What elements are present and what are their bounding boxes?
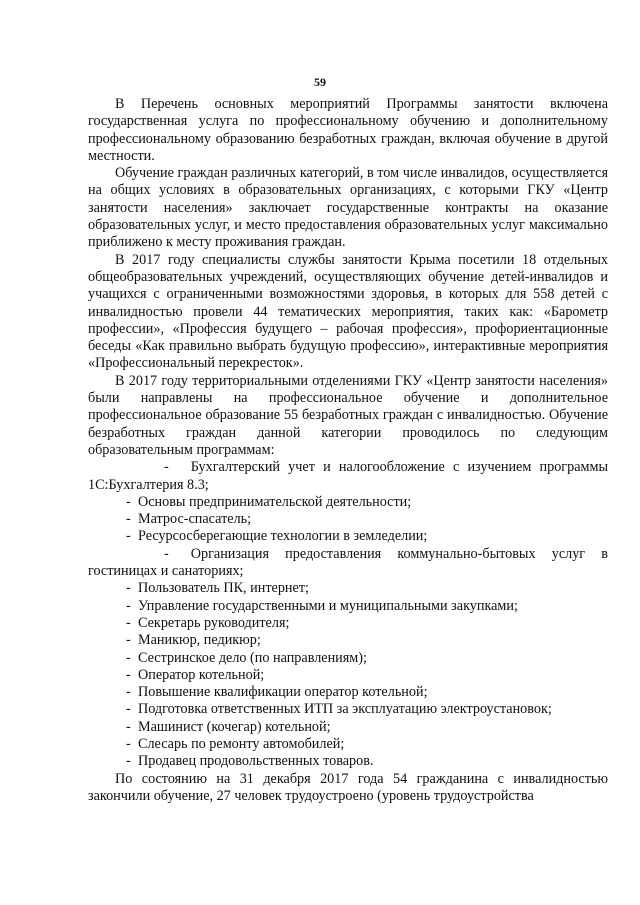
list-dash: -	[126, 684, 131, 701]
closing-paragraph: По состоянию на 31 декабря 2017 года 54 гражданина с инвалидностью закончили обучение, 27 человек трудоустроено (уровень трудоустройства	[88, 770, 608, 804]
list-item-text: Организация предоставления коммунально-бытовых услуг в гостиницах и санаториях;	[88, 545, 608, 580]
list-dash: -	[126, 614, 131, 631]
paragraph-2: Обучение граждан различных категорий, в том числе инвалидов, осуществляется на общих условиях в образовательных организациях, с которыми ГКУ «Центр занятости населения» заключает государственные контракты на оказание образовательных услуг, и место предоставления образовательных услуг максимально приближено к месту проживания граждан.	[88, 165, 608, 251]
list-item-text: Слесарь по ремонту автомобилей;	[138, 735, 345, 752]
paragraph-1: В Перечень основных мероприятий Программы занятости включена государственная услуга по профессиональному обучению и дополнительному профессиональному образованию безработных граждан, включая обучение в другой местности.	[88, 96, 608, 164]
list-item	[88, 719, 608, 736]
list-item-text: Машинист (кочегар) котельной;	[138, 718, 331, 735]
list-item-text: Подготовка ответственных ИТП за эксплуатацию электроустановок;	[138, 701, 552, 718]
list-item-text: Повышение квалификации оператор котельной;	[138, 684, 428, 701]
list-dash: -	[126, 718, 131, 735]
list-item-text: Бухгалтерский учет и налогообложение с изучением программы 1С:Бухгалтерия 8.3;	[88, 459, 608, 493]
list-dash: -	[126, 528, 131, 545]
list-dash: -	[126, 753, 131, 770]
list-item-text: Маникюр, педикюр;	[138, 632, 261, 649]
list-item	[88, 736, 608, 753]
list-item-text: Сестринское дело (по направлениям);	[138, 649, 367, 666]
list-item	[88, 684, 608, 701]
list-item	[88, 615, 608, 632]
list-item-text: Ресурсосберегающие технологии в земледелии;	[138, 528, 428, 545]
program-list	[88, 459, 608, 770]
list-dash: -	[126, 597, 131, 614]
list-item-text: Основы предпринимательской деятельности;	[138, 493, 412, 510]
list-dash: -	[126, 632, 131, 649]
list-item	[88, 701, 608, 718]
list-item	[88, 632, 608, 649]
list-dash: -	[126, 735, 131, 752]
list-item-text: Продавец продовольственных товаров.	[138, 753, 374, 770]
list-dash: -	[126, 649, 131, 666]
page-body	[88, 96, 608, 805]
list-item	[88, 667, 608, 684]
list-item	[88, 650, 608, 667]
list-item	[88, 528, 608, 545]
list-dash: -	[126, 493, 131, 510]
list-dash: -	[164, 545, 169, 562]
list-item	[88, 494, 608, 511]
list-item	[88, 580, 608, 597]
list-dash: -	[126, 511, 131, 528]
list-item	[88, 598, 608, 615]
list-dash: -	[126, 701, 131, 718]
list-item	[88, 753, 608, 770]
list-item-text: Секретарь руководителя;	[138, 614, 290, 631]
list-item	[88, 546, 608, 581]
list-item	[88, 459, 608, 494]
list-item-text: Оператор котельной;	[138, 666, 265, 683]
list-item	[88, 511, 608, 528]
list-item-text: Пользователь ПК, интернет;	[138, 580, 309, 597]
list-item-text: Управление государственными и муниципальными закупками;	[138, 597, 518, 614]
list-dash: -	[164, 459, 169, 476]
paragraph-3: В 2017 году специалисты службы занятости Крыма посетили 18 отдельных общеобразовательных учреждений, осуществляющих обучение детей-инвалидов и учащихся с ограниченными возможностями здоровья, в которых для 558 детей с инвалидностью провели 44 тематических мероприятия, таких как: «Барометр профессии», «Профессия будущего – рабочая профессия», профориентационные беседы «Как правильно выбрать будущую профессию», интерактивные мероприятия «Профессиональный перекресток».	[88, 251, 608, 372]
list-dash: -	[126, 666, 131, 683]
paragraph-4: В 2017 году территориальными отделениями ГКУ «Центр занятости населения» были направлены на профессиональное обучение и дополнительное профессиональное образование 55 безработных граждан с инвалидностью. Обучение безработных граждан данной категории проводилось по следующим образовательным программам:	[88, 372, 608, 458]
list-item-text: Матрос-спасатель;	[138, 511, 252, 528]
page-number: 59	[314, 75, 326, 89]
list-dash: -	[126, 580, 131, 597]
